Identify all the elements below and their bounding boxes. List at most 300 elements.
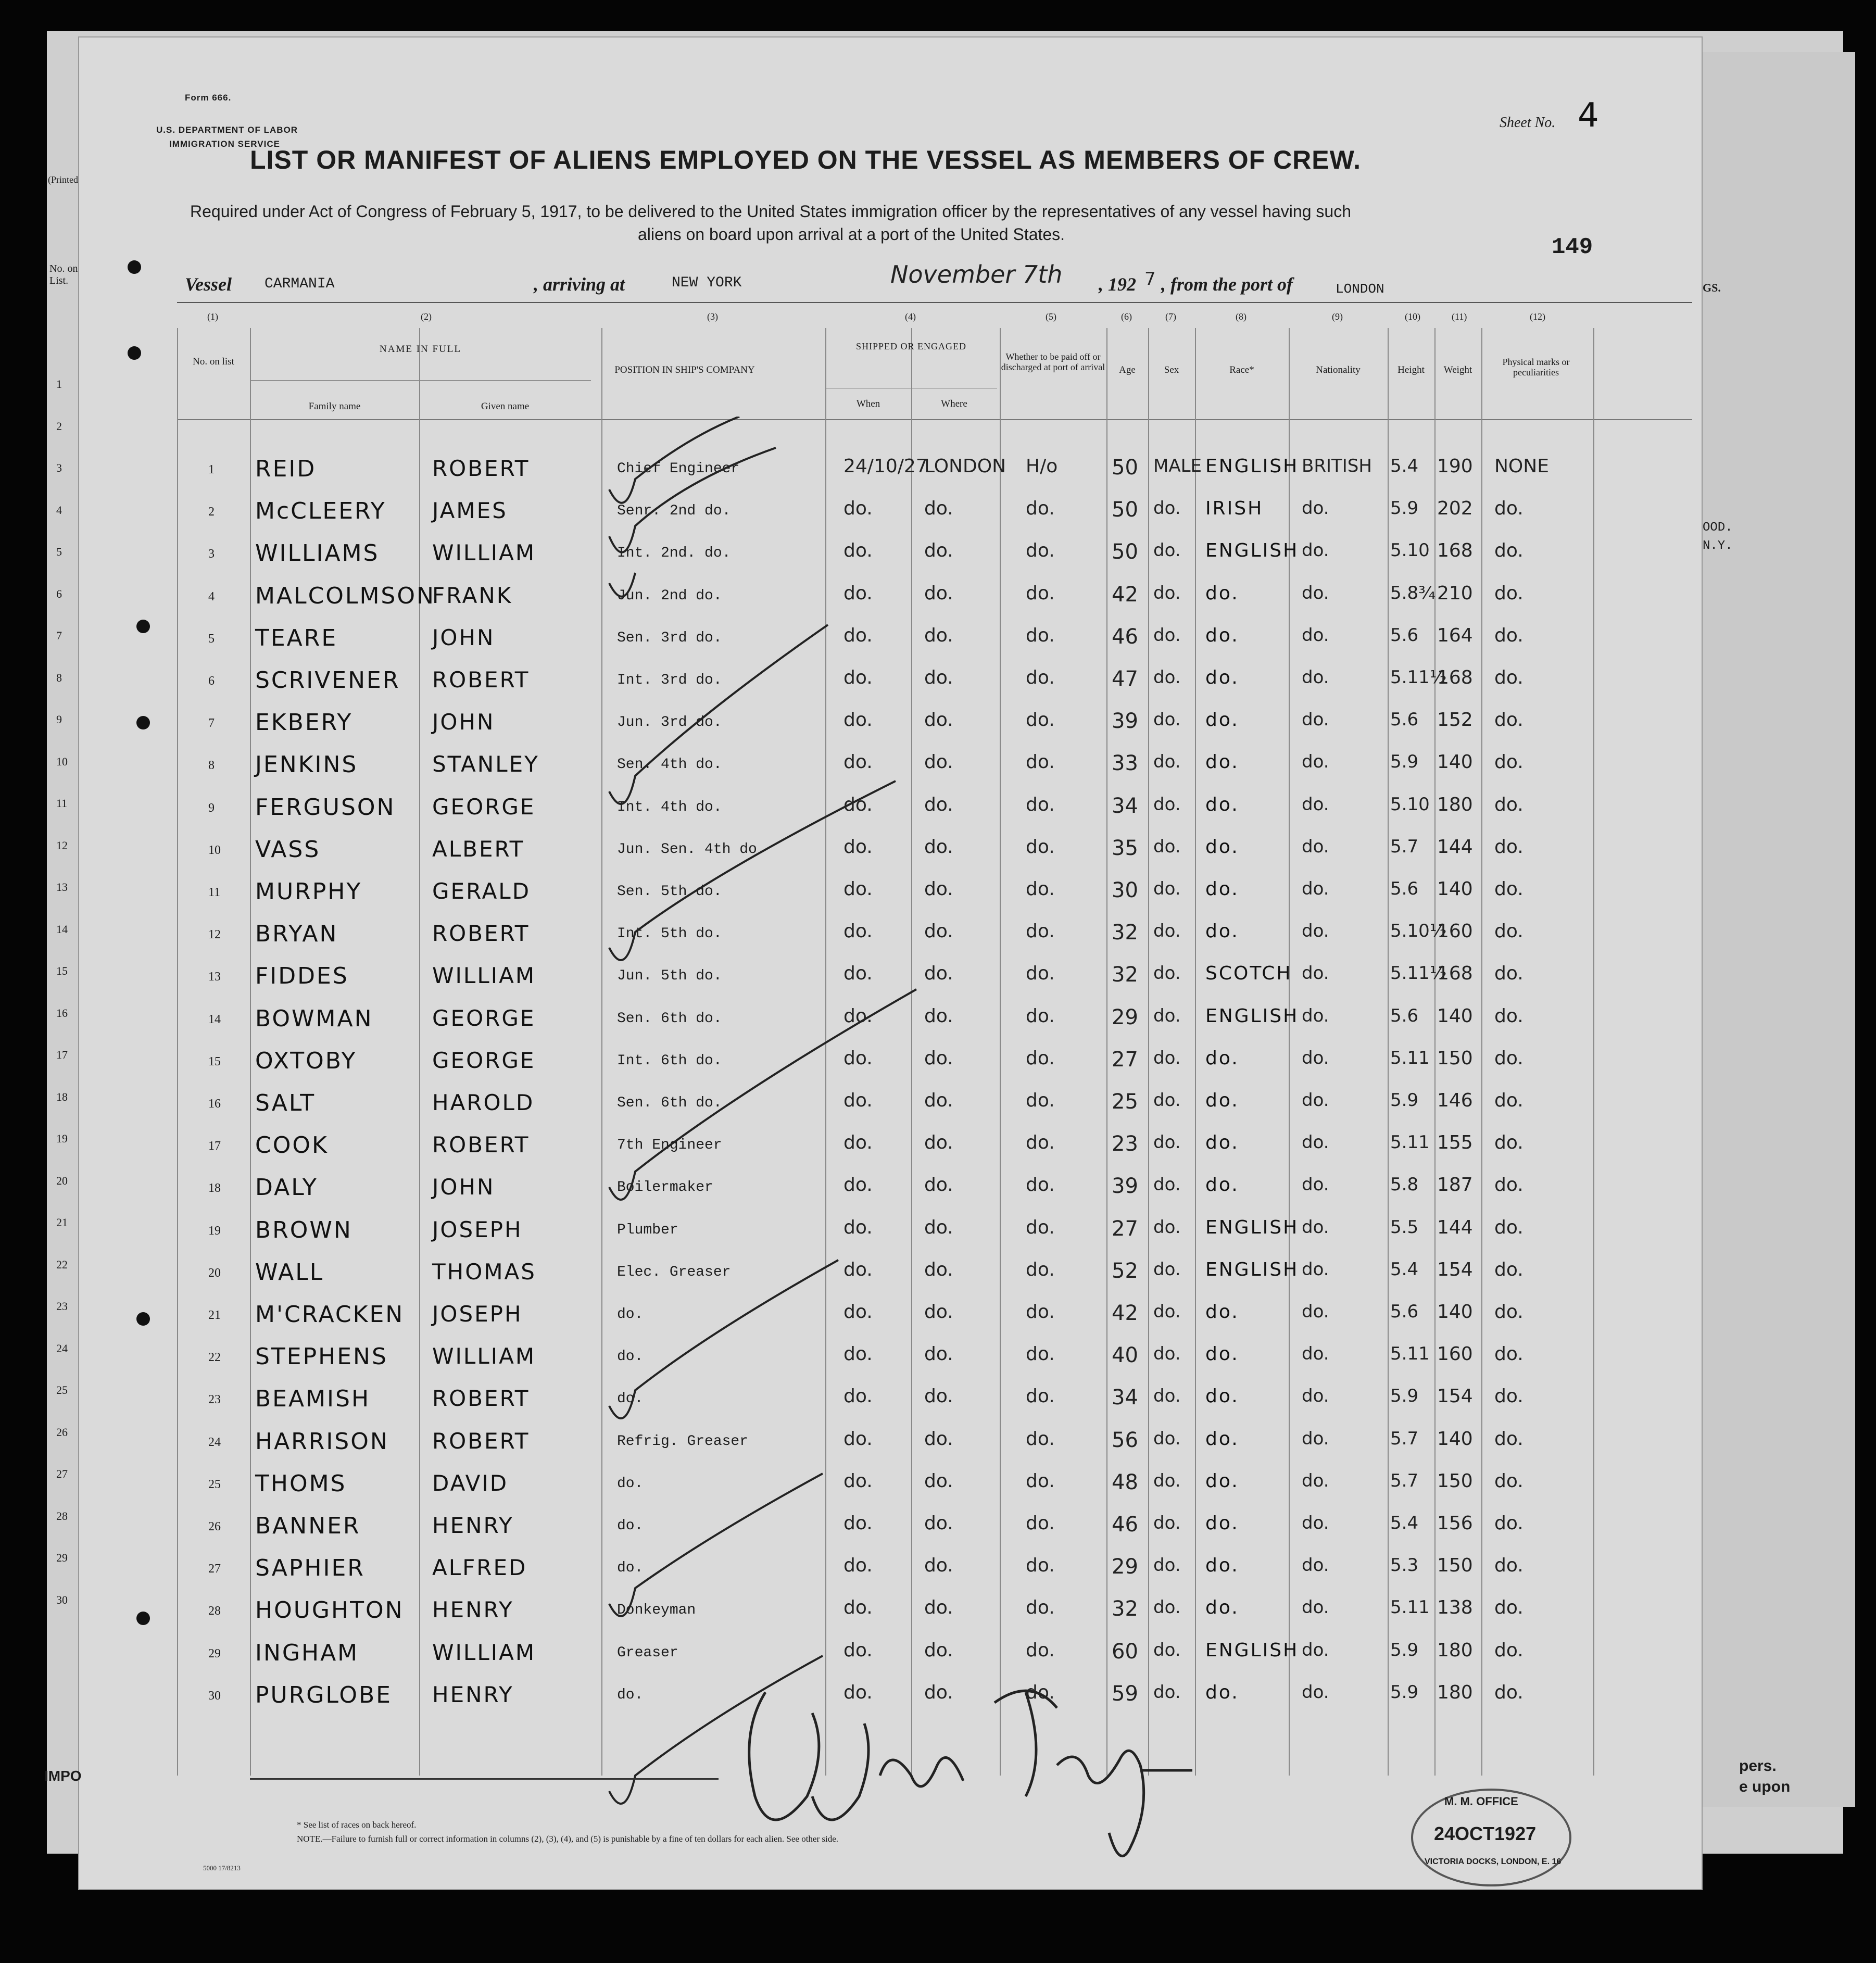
shipped-when: do. <box>843 582 873 604</box>
weight: 180 <box>1437 1639 1473 1661</box>
age: 32 <box>1112 1597 1138 1621</box>
shipped-when: do. <box>843 751 873 773</box>
shipped-where: do. <box>924 963 953 985</box>
race: do. <box>1205 1597 1239 1619</box>
paid-off: do. <box>1026 1174 1055 1196</box>
family-name: HOUGHTON <box>255 1597 404 1624</box>
family-name: MALCOLMSON <box>255 582 435 609</box>
shipped-where: do. <box>924 1428 953 1450</box>
nationality: do. <box>1302 709 1329 731</box>
col-position: POSITION IN SHIP'S COMPANY <box>614 364 755 375</box>
col-shipped: SHIPPED OR ENGAGED <box>855 341 966 351</box>
race: ENGLISH <box>1205 1259 1299 1280</box>
nationality: do. <box>1302 1386 1329 1407</box>
shipped-where: do. <box>924 1090 953 1111</box>
position: do. <box>617 1560 644 1577</box>
weight: 155 <box>1437 1132 1473 1154</box>
shipped-when: do. <box>843 1090 873 1111</box>
shipped-when: do. <box>843 1681 873 1703</box>
nationality: do. <box>1302 1428 1329 1449</box>
row-number: 23 <box>208 1393 221 1407</box>
row-number: 5 <box>208 632 215 646</box>
col-given-name: Given name <box>481 401 530 412</box>
given-name: HENRY <box>432 1681 514 1707</box>
row-number: 15 <box>208 1054 221 1068</box>
height: 5.4 <box>1390 1259 1419 1280</box>
shipped-where: do. <box>924 1681 953 1703</box>
shipped-when: do. <box>843 963 873 985</box>
given-name: JOHN <box>432 709 495 735</box>
sex: do. <box>1153 963 1181 984</box>
row-number: 9 <box>208 801 215 815</box>
position: do. <box>617 1391 644 1407</box>
age: 34 <box>1112 794 1138 818</box>
weight: 160 <box>1437 1343 1473 1365</box>
sex: do. <box>1153 1639 1181 1660</box>
row-number: 27 <box>208 1562 221 1576</box>
age: 46 <box>1112 1513 1138 1537</box>
paid-off: do. <box>1026 878 1055 900</box>
check-marks <box>604 417 968 1854</box>
age: 48 <box>1112 1470 1138 1494</box>
given-name: ALFRED <box>432 1555 527 1581</box>
family-name: SCRIVENER <box>255 667 400 694</box>
height: 5.9 <box>1390 1090 1419 1111</box>
position: Donkeyman <box>617 1602 696 1619</box>
column-number: (7) <box>1165 311 1176 322</box>
year-digit: 7 <box>1144 269 1156 290</box>
given-name: JOSEPH <box>432 1216 523 1242</box>
sex: do. <box>1153 794 1181 815</box>
height: 5.7 <box>1390 1428 1419 1449</box>
paid-off: do. <box>1026 667 1055 688</box>
shipped-when: do. <box>843 1259 873 1280</box>
left-margin-number: 11 <box>56 797 68 810</box>
physical-marks: do. <box>1494 1343 1524 1365</box>
left-margin-number: 10 <box>56 754 68 768</box>
sex: do. <box>1153 1047 1181 1068</box>
weight: 140 <box>1437 751 1473 773</box>
row-number: 10 <box>208 843 221 857</box>
given-name: ROBERT <box>432 921 530 947</box>
weight: 144 <box>1437 1216 1473 1238</box>
paid-off: do. <box>1026 1216 1055 1238</box>
height: 5.3 <box>1390 1555 1419 1576</box>
subtitle-line-1: Required under Act of Congress of February 5, 1917, to be delivered to the United States immigration officer by the representatives of any vessel having such <box>190 202 1351 221</box>
physical-marks: do. <box>1494 667 1524 688</box>
row-number: 22 <box>208 1351 221 1365</box>
weight: 140 <box>1437 878 1473 900</box>
shipped-when: do. <box>843 1639 873 1661</box>
position: Elec. Greaser <box>617 1264 731 1280</box>
weight: 150 <box>1437 1470 1473 1492</box>
age: 39 <box>1112 709 1138 734</box>
shipped-when: 24/10/27 <box>843 456 928 477</box>
height: 5.11 <box>1390 1047 1430 1068</box>
age: 23 <box>1112 1132 1138 1156</box>
left-margin-number: 8 <box>56 671 62 684</box>
row-number: 7 <box>208 716 215 731</box>
row-number: 29 <box>208 1646 221 1660</box>
sex: do. <box>1153 498 1181 519</box>
sex: MALE <box>1153 456 1202 476</box>
nationality: do. <box>1302 540 1329 561</box>
height: 5.4 <box>1390 456 1419 476</box>
left-margin-number: 27 <box>56 1467 68 1480</box>
left-margin-number: 22 <box>56 1257 68 1271</box>
left-margin-number: 17 <box>56 1048 68 1061</box>
shipped-when: do. <box>843 1047 873 1069</box>
height: 5.11½ <box>1390 667 1447 688</box>
age: 27 <box>1112 1216 1138 1241</box>
left-margin-number: 13 <box>56 880 68 894</box>
position: do. <box>617 1518 644 1534</box>
race: do. <box>1205 1174 1239 1196</box>
left-margin-no-on-list: No. on List. <box>49 263 78 286</box>
given-name: HAROLD <box>432 1090 535 1115</box>
left-margin-number: 2 <box>56 419 62 433</box>
physical-marks: do. <box>1494 1174 1524 1196</box>
left-margin-number: 26 <box>56 1425 68 1439</box>
height: 5.7 <box>1390 836 1419 857</box>
row-number: 21 <box>208 1308 221 1322</box>
shipped-when: do. <box>843 1470 873 1492</box>
race: do. <box>1205 1681 1239 1703</box>
weight: 164 <box>1437 624 1473 646</box>
physical-marks: do. <box>1494 582 1524 604</box>
weight: 154 <box>1437 1259 1473 1280</box>
physical-marks: do. <box>1494 1681 1524 1703</box>
height: 5.8 <box>1390 1174 1419 1196</box>
row-number: 18 <box>208 1181 221 1196</box>
nationality: do. <box>1302 878 1329 899</box>
given-name: WILLIAM <box>432 1343 536 1369</box>
col-when: When <box>856 398 880 409</box>
given-name: JOHN <box>432 624 495 650</box>
col-marks: Physical marks or peculiarities <box>1502 357 1570 378</box>
paid-off: do. <box>1026 1639 1055 1661</box>
column-number: (2) <box>421 311 432 322</box>
row-number: 14 <box>208 1012 221 1026</box>
shipped-where: do. <box>924 1470 953 1492</box>
family-name: JENKINS <box>255 751 358 778</box>
print-code: 5000 17/8213 <box>203 1864 241 1872</box>
punch-hole <box>136 1312 150 1326</box>
physical-marks: do. <box>1494 794 1524 815</box>
race: ENGLISH <box>1205 456 1299 477</box>
signature <box>693 1661 1317 1880</box>
left-margin-number: 9 <box>56 713 62 726</box>
given-name: ROBERT <box>432 1386 530 1412</box>
row-number: 11 <box>208 886 221 899</box>
physical-marks: do. <box>1494 878 1524 900</box>
sex: do. <box>1153 582 1181 603</box>
position: Sen. 4th do. <box>617 757 722 773</box>
vessel-label: Vessel <box>185 274 232 295</box>
shipped-where: do. <box>924 1216 953 1238</box>
shipped-where: do. <box>924 582 953 604</box>
weight: 168 <box>1437 667 1473 688</box>
race: IRISH <box>1205 498 1264 520</box>
nationality: do. <box>1302 1555 1329 1576</box>
shipped-where: do. <box>924 540 953 562</box>
paid-off: do. <box>1026 1005 1055 1027</box>
arrival-date: November 7th <box>890 260 1063 288</box>
race: do. <box>1205 1513 1239 1534</box>
age: 46 <box>1112 624 1138 649</box>
column-number: (10) <box>1405 311 1420 322</box>
family-name: FIDDES <box>255 963 349 990</box>
shipped-when: do. <box>843 878 873 900</box>
race: ENGLISH <box>1205 1005 1299 1027</box>
family-name: HARRISON <box>255 1428 389 1455</box>
family-name: INGHAM <box>255 1639 359 1666</box>
weight: 146 <box>1437 1090 1473 1111</box>
given-name: ROBERT <box>432 1132 530 1158</box>
sex: do. <box>1153 1259 1181 1280</box>
col-age: Age <box>1119 364 1136 375</box>
row-number: 12 <box>208 928 221 942</box>
nationality: do. <box>1302 836 1329 857</box>
physical-marks: do. <box>1494 751 1524 773</box>
sex: do. <box>1153 1343 1181 1365</box>
left-margin-number: 7 <box>56 629 62 642</box>
sex: do. <box>1153 1090 1181 1111</box>
physical-marks: do. <box>1494 963 1524 985</box>
shipped-where: do. <box>924 836 953 858</box>
form-number: Form 666. <box>185 93 232 103</box>
weight: 154 <box>1437 1386 1473 1407</box>
family-name: THOMS <box>255 1470 347 1497</box>
height: 5.6 <box>1390 709 1419 731</box>
position: Jun. 3rd do. <box>617 714 722 731</box>
position: Jun. 2nd do. <box>617 587 722 604</box>
shipped-where: do. <box>924 1639 953 1661</box>
subtitle-line-2: aliens on board upon arrival at a port of the United States. <box>638 225 1065 244</box>
family-name: BANNER <box>255 1513 361 1539</box>
age: 50 <box>1112 540 1138 564</box>
row-number: 26 <box>208 1520 221 1533</box>
shipped-when: do. <box>843 1132 873 1154</box>
physical-marks: do. <box>1494 1428 1524 1450</box>
left-margin-number: 25 <box>56 1383 68 1396</box>
sex: do. <box>1153 836 1181 857</box>
left-margin-number: 18 <box>56 1090 68 1103</box>
left-margin-number: 16 <box>56 1006 68 1020</box>
age: 29 <box>1112 1555 1138 1579</box>
office-stamp <box>1411 1789 1571 1886</box>
height: 5.11 <box>1390 1597 1430 1618</box>
sex: do. <box>1153 878 1181 899</box>
family-name: COOK <box>255 1132 329 1159</box>
family-name: MURPHY <box>255 878 362 905</box>
height: 5.8¾ <box>1390 582 1436 603</box>
nationality: do. <box>1302 1639 1329 1660</box>
weight: 150 <box>1437 1555 1473 1577</box>
left-margin-number: 14 <box>56 922 68 936</box>
service: IMMIGRATION SERVICE <box>169 139 280 149</box>
position: Int. 3rd do. <box>617 672 722 688</box>
race: do. <box>1205 878 1239 900</box>
row-number: 1 <box>208 463 215 476</box>
department: U.S. DEPARTMENT OF LABOR <box>156 125 298 135</box>
sex: do. <box>1153 540 1181 561</box>
left-margin-number: 24 <box>56 1341 68 1355</box>
sex: do. <box>1153 1428 1181 1449</box>
physical-marks: do. <box>1494 1090 1524 1111</box>
physical-marks: NONE <box>1494 456 1549 477</box>
race: do. <box>1205 1047 1239 1069</box>
punch-hole <box>136 620 150 633</box>
race: SCOTCH <box>1205 963 1292 985</box>
side-gs: GS. <box>1703 281 1721 294</box>
shipped-when: do. <box>843 1343 873 1365</box>
column-number: (6) <box>1121 311 1132 322</box>
position: Sen. 6th do. <box>617 1095 722 1111</box>
shipped-when: do. <box>843 624 873 646</box>
given-name: WILLIAM <box>432 1639 536 1665</box>
given-name: HENRY <box>432 1513 514 1538</box>
family-name: OXTOBY <box>255 1047 357 1074</box>
height: 5.6 <box>1390 624 1419 646</box>
col-paid-off: Whether to be paid off or discharged at port of arrival <box>1001 351 1105 372</box>
age: 42 <box>1112 582 1138 607</box>
col-family-name: Family name <box>308 401 361 412</box>
age: 59 <box>1112 1681 1138 1706</box>
column-number: (5) <box>1046 311 1056 322</box>
shipped-when: do. <box>843 1513 873 1534</box>
given-name: FRANK <box>432 582 513 608</box>
shipped-where: do. <box>924 1343 953 1365</box>
family-name: DALY <box>255 1174 318 1201</box>
given-name: ROBERT <box>432 667 530 693</box>
col-sex: Sex <box>1164 364 1179 375</box>
race: do. <box>1205 667 1239 688</box>
physical-marks: do. <box>1494 1216 1524 1238</box>
height: 5.10 <box>1390 540 1430 561</box>
shipped-where: do. <box>924 1555 953 1577</box>
shipped-when: do. <box>843 667 873 688</box>
race: ENGLISH <box>1205 540 1299 562</box>
position: Plumber <box>617 1222 678 1238</box>
position: Chief Engineer <box>617 461 740 477</box>
race: do. <box>1205 1301 1239 1323</box>
paid-off: do. <box>1026 1132 1055 1154</box>
height: 5.5 <box>1390 1216 1419 1238</box>
physical-marks: do. <box>1494 1386 1524 1407</box>
weight: 202 <box>1437 498 1473 520</box>
sex: do. <box>1153 921 1181 942</box>
shipped-when: do. <box>843 1386 873 1407</box>
row-number: 28 <box>208 1604 221 1618</box>
paid-off: do. <box>1026 1259 1055 1280</box>
family-name: WALL <box>255 1259 324 1286</box>
weight: 140 <box>1437 1428 1473 1450</box>
age: 25 <box>1112 1090 1138 1114</box>
race: ENGLISH <box>1205 1639 1299 1661</box>
paid-off: H/o <box>1026 456 1058 477</box>
shipped-where: do. <box>924 794 953 815</box>
physical-marks: do. <box>1494 498 1524 520</box>
position: Jun. 5th do. <box>617 968 722 985</box>
col-no-on-list: No. on list <box>193 356 234 367</box>
sex: do. <box>1153 1216 1181 1238</box>
family-name: BRYAN <box>255 921 338 948</box>
left-margin-number: 23 <box>56 1300 68 1313</box>
paid-off: do. <box>1026 1513 1055 1534</box>
height: 5.7 <box>1390 1470 1419 1491</box>
shipped-where: do. <box>924 1259 953 1280</box>
col-nationality: Nationality <box>1316 364 1361 375</box>
shipped-where: do. <box>924 1005 953 1027</box>
position: Sen. 6th do. <box>617 1010 722 1027</box>
shipped-when: do. <box>843 540 873 562</box>
physical-marks: do. <box>1494 540 1524 562</box>
left-margin-number: 30 <box>56 1593 68 1606</box>
shipped-when: do. <box>843 1428 873 1450</box>
height: 5.6 <box>1390 878 1419 899</box>
shipped-when: do. <box>843 1216 873 1238</box>
nationality: do. <box>1302 751 1329 773</box>
shipped-when: do. <box>843 794 873 815</box>
shipped-when: do. <box>843 1555 873 1577</box>
race: do. <box>1205 1555 1239 1577</box>
race: do. <box>1205 1470 1239 1492</box>
weight: 150 <box>1437 1047 1473 1069</box>
shipped-when: do. <box>843 921 873 942</box>
sex: do. <box>1153 1301 1181 1322</box>
paid-off: do. <box>1026 1047 1055 1069</box>
given-name: GEORGE <box>432 794 536 820</box>
paid-off: do. <box>1026 836 1055 858</box>
physical-marks: do. <box>1494 836 1524 858</box>
sex: do. <box>1153 624 1181 646</box>
paid-off: do. <box>1026 1090 1055 1111</box>
weight: 190 <box>1437 456 1473 477</box>
shipped-where: LONDON <box>924 456 1006 477</box>
physical-marks: do. <box>1494 1639 1524 1661</box>
column-number: (11) <box>1452 311 1467 322</box>
position: do. <box>617 1306 644 1323</box>
column-number: (1) <box>207 311 218 322</box>
row-number: 17 <box>208 1139 221 1153</box>
left-margin-number: 19 <box>56 1132 68 1145</box>
height: 5.11 <box>1390 1343 1430 1365</box>
physical-marks: do. <box>1494 709 1524 731</box>
position: Greaser <box>617 1644 678 1661</box>
sheet-number: 4 <box>1578 96 1601 135</box>
physical-marks: do. <box>1494 1259 1524 1280</box>
age: 39 <box>1112 1174 1138 1199</box>
paid-off: do. <box>1026 1301 1055 1323</box>
race: do. <box>1205 1132 1239 1154</box>
col-where: Where <box>941 398 967 409</box>
family-name: EKBERY <box>255 709 353 736</box>
position: Jun. Sen. 4th do. <box>617 841 766 858</box>
paid-off: do. <box>1026 624 1055 646</box>
left-margin-number: 6 <box>56 587 62 600</box>
left-margin-number: 4 <box>56 503 62 517</box>
age: 42 <box>1112 1301 1138 1325</box>
column-number: (9) <box>1332 311 1343 322</box>
sex: do. <box>1153 667 1181 688</box>
row-number: 19 <box>208 1224 221 1238</box>
shipped-where: do. <box>924 751 953 773</box>
stamp-bottom: VICTORIA DOCKS, LONDON, E. 16 <box>1425 1857 1562 1866</box>
nationality: do. <box>1302 1470 1329 1491</box>
shipped-when: do. <box>843 836 873 858</box>
row-number: 4 <box>208 589 215 603</box>
